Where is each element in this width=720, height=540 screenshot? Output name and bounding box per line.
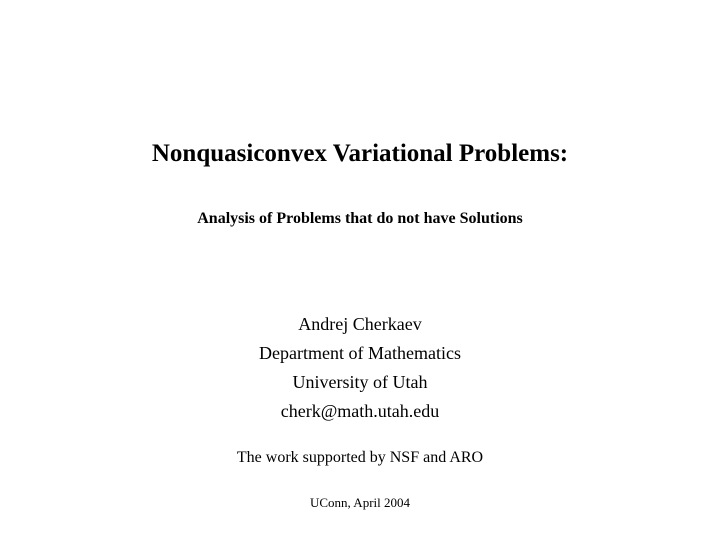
author-department: Department of Mathematics	[259, 343, 461, 363]
funding-note: The work supported by NSF and ARO	[236, 449, 484, 466]
author-name: Andrej Cherkaev	[298, 314, 422, 334]
author-email: cherk@math.utah.edu	[280, 401, 440, 421]
venue-date: UConn, April 2004	[309, 495, 411, 510]
slide-title: Nonquasiconvex Variational Problems:	[151, 140, 569, 167]
slide-subtitle: Analysis of Problems that do not have Solutions	[197, 210, 523, 227]
author-university: University of Utah	[292, 372, 428, 392]
